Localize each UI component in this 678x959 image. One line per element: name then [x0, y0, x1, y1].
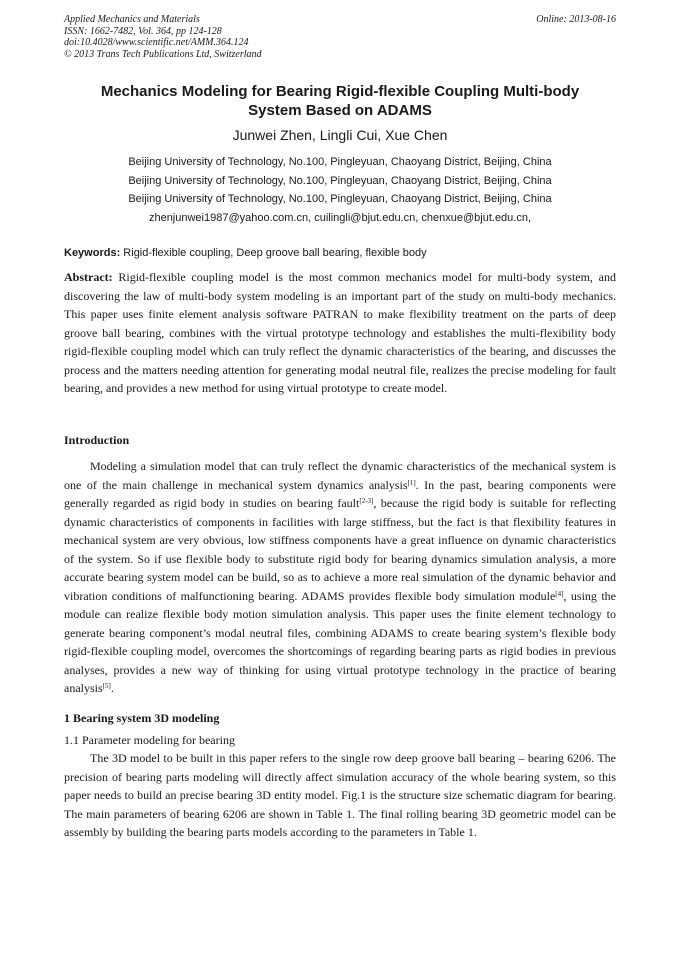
citation: [5]	[102, 682, 111, 690]
introduction-paragraph	[64, 457, 616, 698]
abstract	[64, 268, 616, 398]
intro-text: Modeling a simulation model that can truly reflect the dynamic characteristics of the mechanical system is one of the main challenge in mechanical system dynamics analysis	[64, 459, 616, 492]
intro-text: .	[110, 681, 114, 695]
abstract-label: Abstract:	[64, 270, 113, 284]
keywords	[64, 246, 616, 260]
section-heading-1: 1 Bearing system 3D modeling	[64, 711, 220, 725]
citation: [2-3]	[359, 497, 374, 505]
title-line-2: System Based on ADAMS	[248, 102, 432, 119]
issn-line: ISSN: 1662-7482, Vol. 364, pp 124-128	[64, 25, 222, 37]
intro-text: , using the module can realize flexible body motion simulation analysis. This paper uses the finite element technology to generate bearing component’s modal neutral files, combining ADAMS to create bearing system’s flexible body rigid-flexible coupling model, overcomes the shortcomings of regarding bearing parts as rigid bodies in previous analyses, provides a new way of thinking for using virtual prototype technology in the practice of bearing analysis	[64, 588, 617, 695]
affiliation-line: Beijing University of Technology, No.100, Pingleyuan, Chaoyang District, Beijing, China	[128, 193, 552, 205]
section-heading-introduction: Introduction	[64, 433, 130, 447]
affiliation-line: Beijing University of Technology, No.100, Pingleyuan, Chaoyang District, Beijing, China	[128, 156, 552, 168]
subsection-heading-1-1: 1.1 Parameter modeling for bearing	[64, 733, 235, 747]
citation: [4]	[555, 589, 564, 598]
author-emails: zhenjunwei1987@yahoo.com.cn, cuilingli@bjut.edu.cn, chenxue@bjut.edu.cn,	[148, 211, 532, 224]
citation: [1]	[407, 478, 416, 487]
affiliations	[64, 153, 616, 227]
section-1-1-paragraph: The 3D model to be built in this paper refers to the single row deep groove ball bearing – bearing 6206. The precision of bearing parts modeling will directly affect simulation accuracy of the whole bearing system, so this paper needs to build an precise bearing 3D entity model. Fig.1 is the structure size schematic diagram for bearing. The main parameters of bearing 6206 are shown in Table 1. The final rolling bearing 3D geometric model can be assembly by building the bearing parts models according to the parameters in Table 1.	[64, 751, 616, 839]
journal-name: Applied Mechanics and Materials	[64, 14, 200, 25]
intro-text: , because the rigid body is suitable for reflecting dynamic characteristics of components in facilities with large stiffness, but the fact is that flexibility features in mechanical system are very obvious, low stiffness components have a great influence on dynamic characteristics of the system. So if use flexible body to substitute rigid body for bearing dynamics simulation analysis, a more accurate bearing system model can be build, so as to achieve a more real simulation of the dynamic behavior and vibration conditions of malfunctioning bearing. ADAMS provides flexible body simulation module	[64, 496, 617, 603]
journal-header	[64, 14, 616, 60]
affiliation-line: Beijing University of Technology, No.100, Pingleyuan, Chaoyang District, Beijing, China	[128, 174, 552, 187]
title-line-1: Mechanics Modeling for Bearing Rigid-flexible Coupling Multi-body	[100, 83, 580, 100]
keywords-text: Rigid-flexible coupling, Deep groove ball bearing, flexible body	[120, 247, 427, 259]
paper-title	[64, 82, 616, 120]
online-date: Online: 2013-08-16	[536, 14, 616, 25]
copyright-line: © 2013 Trans Tech Publications Ltd, Switzerland	[64, 48, 262, 60]
abstract-text: Rigid-flexible coupling model is the most common mechanics model for multi-body system, and discovering the law of multi-body system modeling is an important part of the study on multi-body mechanics. This paper uses finite element analysis software PATRAN to make flexibility treatment on the parts of deep groove ball bearing, combines with the virtual prototype technology and establishes the multi-flexibility body rigid-flexible coupling model which can truly reflect the dynamic characteristics of the bearing, and discusses the process and the matters needing attention for generating modal neutral file, realizes the precise modeling for fault bearing, and provides a new method for using virtual prototype to create model.	[64, 270, 616, 395]
doi-line: doi:10.4028/www.scientific.net/AMM.364.124	[64, 37, 249, 48]
author-list: Junwei Zhen, Lingli Cui, Xue Chen	[232, 127, 448, 143]
intro-text: . In the past, bearing components were generally regarded as rigid body in studies on bearing fault	[64, 477, 617, 510]
keywords-label: Keywords:	[64, 247, 121, 259]
